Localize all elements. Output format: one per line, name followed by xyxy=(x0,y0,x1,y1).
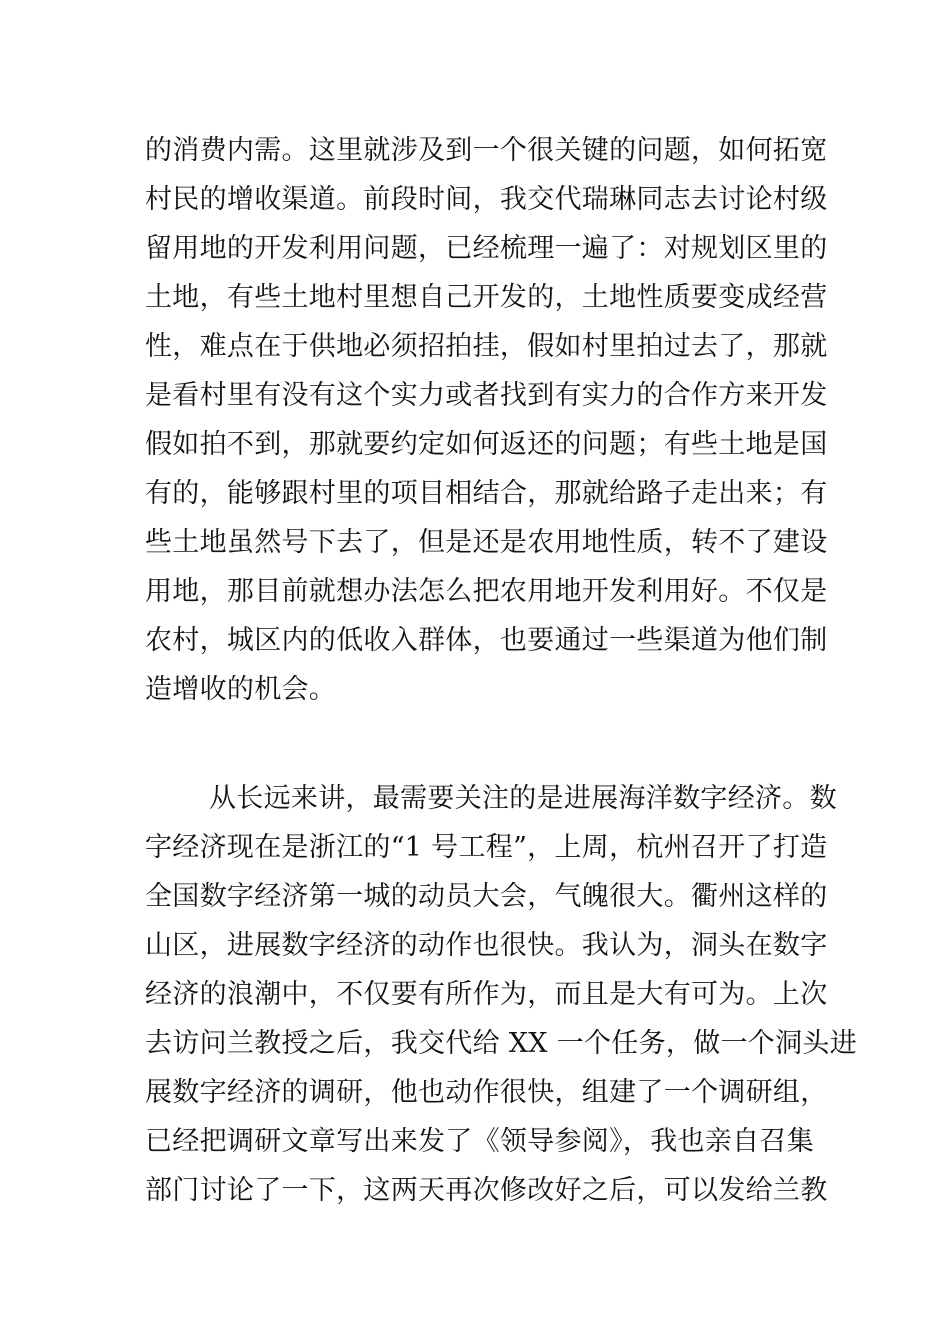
paragraph-first-line: 从长远来讲，最需要关注的是进展海洋数字经济。数 xyxy=(209,783,837,814)
paragraph-line: 些土地虽然号下去了，但是还是农用地性质，转不了建设 xyxy=(145,527,828,558)
paragraph-line: 村民的增收渠道。前段时间，我交代瑞琳同志去讨论村级 xyxy=(145,184,828,215)
paragraph-2 xyxy=(145,774,858,1215)
paragraph-1 xyxy=(145,126,828,714)
paragraph-line: 全国数字经济第一城的动员大会，气魄很大。衢州这样的 xyxy=(145,881,828,912)
paragraph-line: 的消费内需。这里就涉及到一个很关键的问题，如何拓宽 xyxy=(145,135,828,166)
paragraph-line: 假如拍不到，那就要约定如何返还的问题；有些土地是国 xyxy=(145,429,828,460)
paragraph-line: 农村，城区内的低收入群体，也要通过一些渠道为他们制 xyxy=(145,625,828,656)
paragraph-line: 用地，那目前就想办法怎么把农用地开发利用好。不仅是 xyxy=(145,576,828,607)
paragraph-line: 已经把调研文章写出来发了《领导参阅》，我也亲自召集 xyxy=(145,1126,814,1157)
paragraph-line: 土地，有些土地村里想自己开发的，土地性质要变成经营 xyxy=(145,282,828,313)
paragraph-line: 字经济现在是浙江的“1 号工程”，上周，杭州召开了打造 xyxy=(145,832,828,863)
paragraph-line: 经济的浪潮中，不仅要有所作为，而且是大有可为。上次 xyxy=(145,979,828,1010)
paragraph-line: 去访问兰教授之后，我交代给 XX 一个任务，做一个洞头进 xyxy=(145,1028,858,1059)
paragraph-line: 造增收的机会。 xyxy=(145,674,337,705)
paragraph-line: 留用地的开发利用问题，已经梳理一遍了：对规划区里的 xyxy=(145,233,828,264)
paragraph-line: 有的，能够跟村里的项目相结合，那就给路子走出来；有 xyxy=(145,478,828,509)
paragraph-line: 性，难点在于供地必须招拍挂，假如村里拍过去了，那就 xyxy=(145,331,828,362)
paragraph-line: 部门讨论了一下，这两天再次修改好之后，可以发给兰教 xyxy=(145,1175,828,1206)
paragraph-line: 是看村里有没有这个实力或者找到有实力的合作方来开发 xyxy=(145,380,828,411)
paragraph-line: 山区，进展数字经济的动作也很快。我认为，洞头在数字 xyxy=(145,930,828,961)
paragraph-line: 展数字经济的调研，他也动作很快，组建了一个调研组， xyxy=(145,1077,828,1108)
